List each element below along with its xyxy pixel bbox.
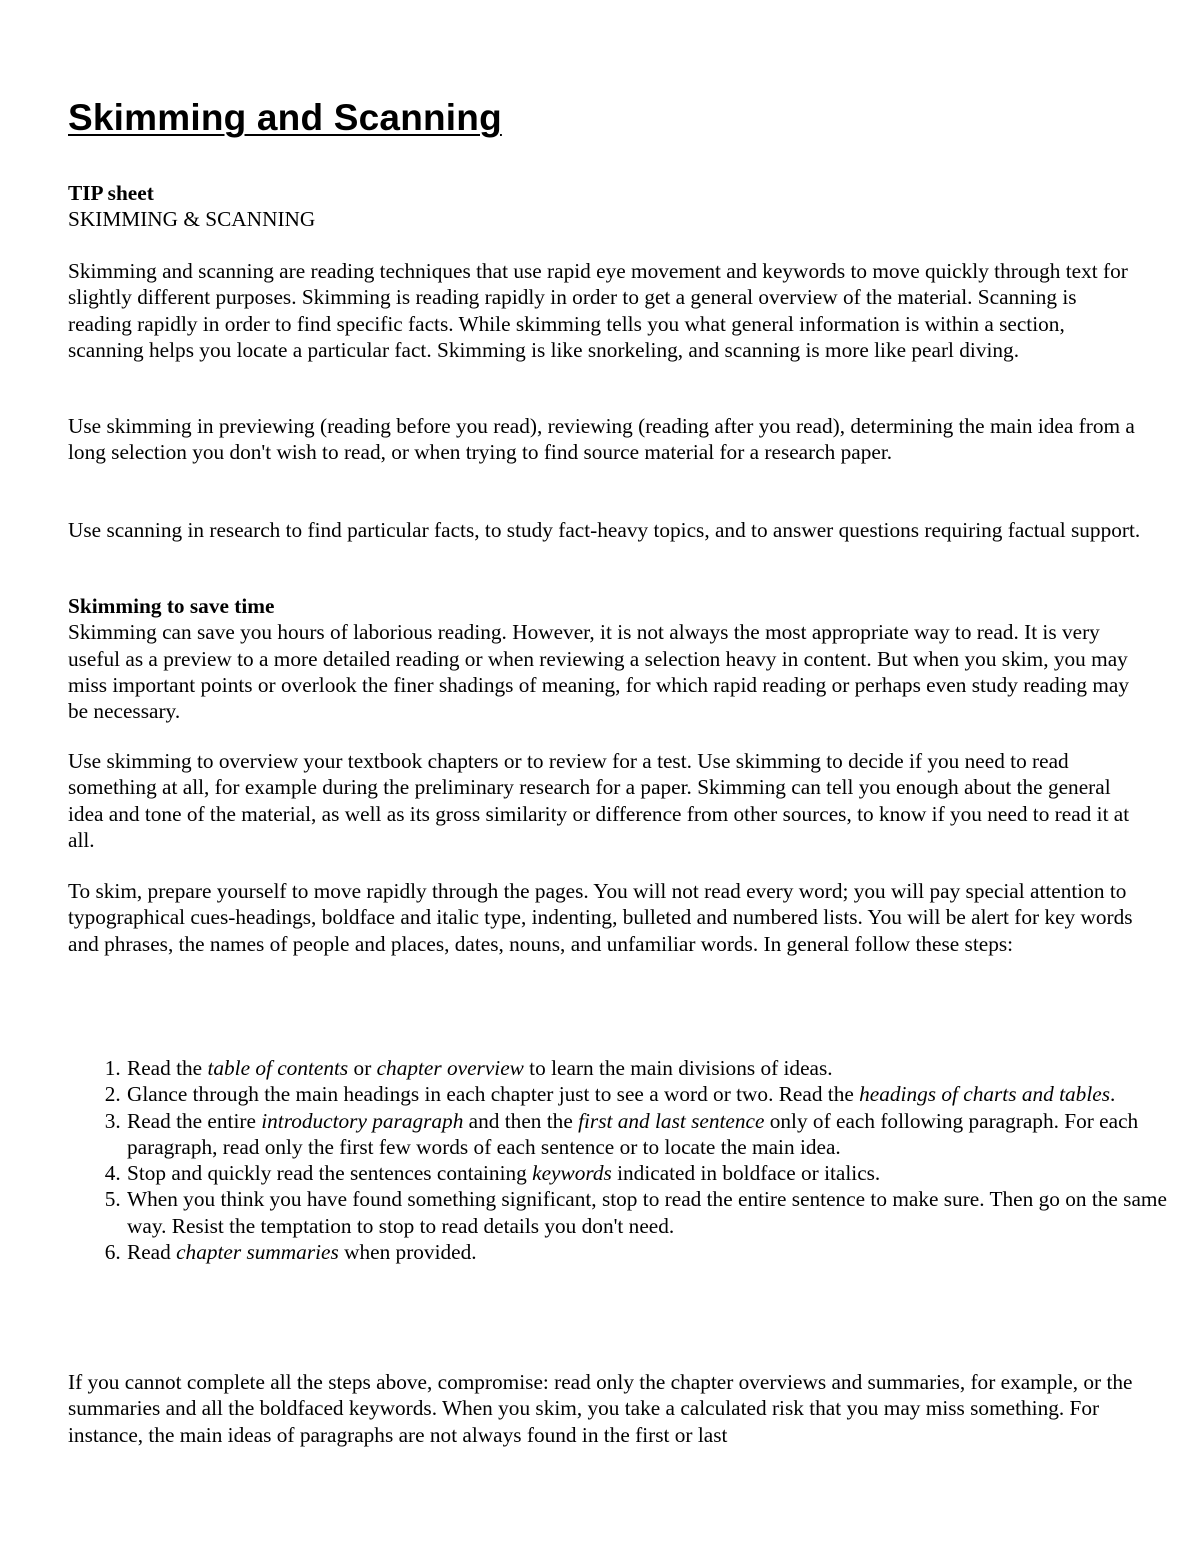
- paragraph-compromise: [68, 1369, 1143, 1448]
- list-item: 3. Read the entire introductory paragraph and then the first and last sentence only of each following paragraph. For each paragraph, read only the first few words of each sentence or to locate the main idea.: [126, 1108, 1186, 1161]
- tip-header: [68, 180, 1143, 233]
- paragraph-text: Skimming can save you hours of laborious reading. However, it is not always the most appropriate way to read. It is very useful as a preview to a more detailed reading or when reviewing a selection heavy in content. But when you skim, you may miss important points or overlook the finer shadings of meaning, for which rapid reading or perhaps even study reading may be necessary.: [68, 620, 1130, 724]
- tip-label: TIP sheet: [68, 181, 154, 205]
- paragraph-text: If you cannot complete all the steps above, compromise: read only the chapter overviews and summaries, for example, or the summaries and all the boldfaced keywords. When you skim, you take a calculated risk that you may miss something. For instance, the main ideas of paragraphs are not always found in the first or last: [68, 1370, 1133, 1447]
- subtitle: SKIMMING & SCANNING: [68, 207, 316, 232]
- section-heading: Skimming to save time: [68, 594, 275, 618]
- paragraph-how-to-skim: [68, 878, 1143, 957]
- list-item: 5. When you think you have found something significant, stop to read the entire sentence to make sure. Then go on the same way. Resist the temptation to stop to read details you don't need.: [126, 1186, 1186, 1239]
- paragraph-text: Use scanning in research to find particular facts, to study fact-heavy topics, and to answer questions requiring factual support.: [68, 518, 1141, 542]
- paragraph-overview-use: [68, 748, 1143, 853]
- paragraph-text: Use skimming in previewing (reading before you read), reviewing (reading after you read), determining the main idea from a long selection you don't wish to read, or when trying to find source material for a research paper.: [68, 414, 1135, 465]
- list-item: 6. Read chapter summaries when provided.: [126, 1239, 1186, 1265]
- paragraph-text: Skimming and scanning are reading techniques that use rapid eye movement and keywords to move quickly through text for slightly different purposes. Skimming is reading rapidly in order to get a general overview of the material. Scanning is reading rapidly in order to find specific facts. While skimming tells you what general information is within a section, scanning helps you locate a particular fact. Skimming is like snorkeling, and scanning is more like pearl diving.: [68, 259, 1128, 362]
- document-title: Skimming and Scanning: [68, 97, 502, 138]
- paragraph-text: To skim, prepare yourself to move rapidly through the pages. You will not read every word; you will pay special attention to typographical cues-headings, boldface and italic type, indenting, bulleted and numbered lists. You will be alert for key words and phrases, the names of people and places, dates, nouns, and unfamiliar words. In general follow these steps:: [68, 879, 1133, 956]
- list-item: 1. Read the table of contents or chapter overview to learn the main divisions of ideas.: [126, 1055, 1186, 1081]
- paragraph-intro: [68, 258, 1143, 363]
- skimming-steps-list: [68, 1055, 1186, 1265]
- list-item: 4. Stop and quickly read the sentences containing keywords indicated in boldface or italics.: [126, 1160, 1186, 1186]
- paragraph-text: Use skimming to overview your textbook chapters or to review for a test. Use skimming to decide if you need to read something at all, for example during the preliminary research for a paper. Skimming can tell you enough about the general idea and tone of the material, as well as its gross similarity or difference from other sources, to know if you need to read it at all.: [68, 749, 1130, 852]
- paragraph-skimming-uses: [68, 413, 1143, 466]
- paragraph-scanning-uses: [68, 517, 1143, 543]
- list-item: 2. Glance through the main headings in each chapter just to see a word or two. Read the headings of charts and tables.: [126, 1081, 1186, 1107]
- section-skimming-to-save-time: [68, 593, 1143, 724]
